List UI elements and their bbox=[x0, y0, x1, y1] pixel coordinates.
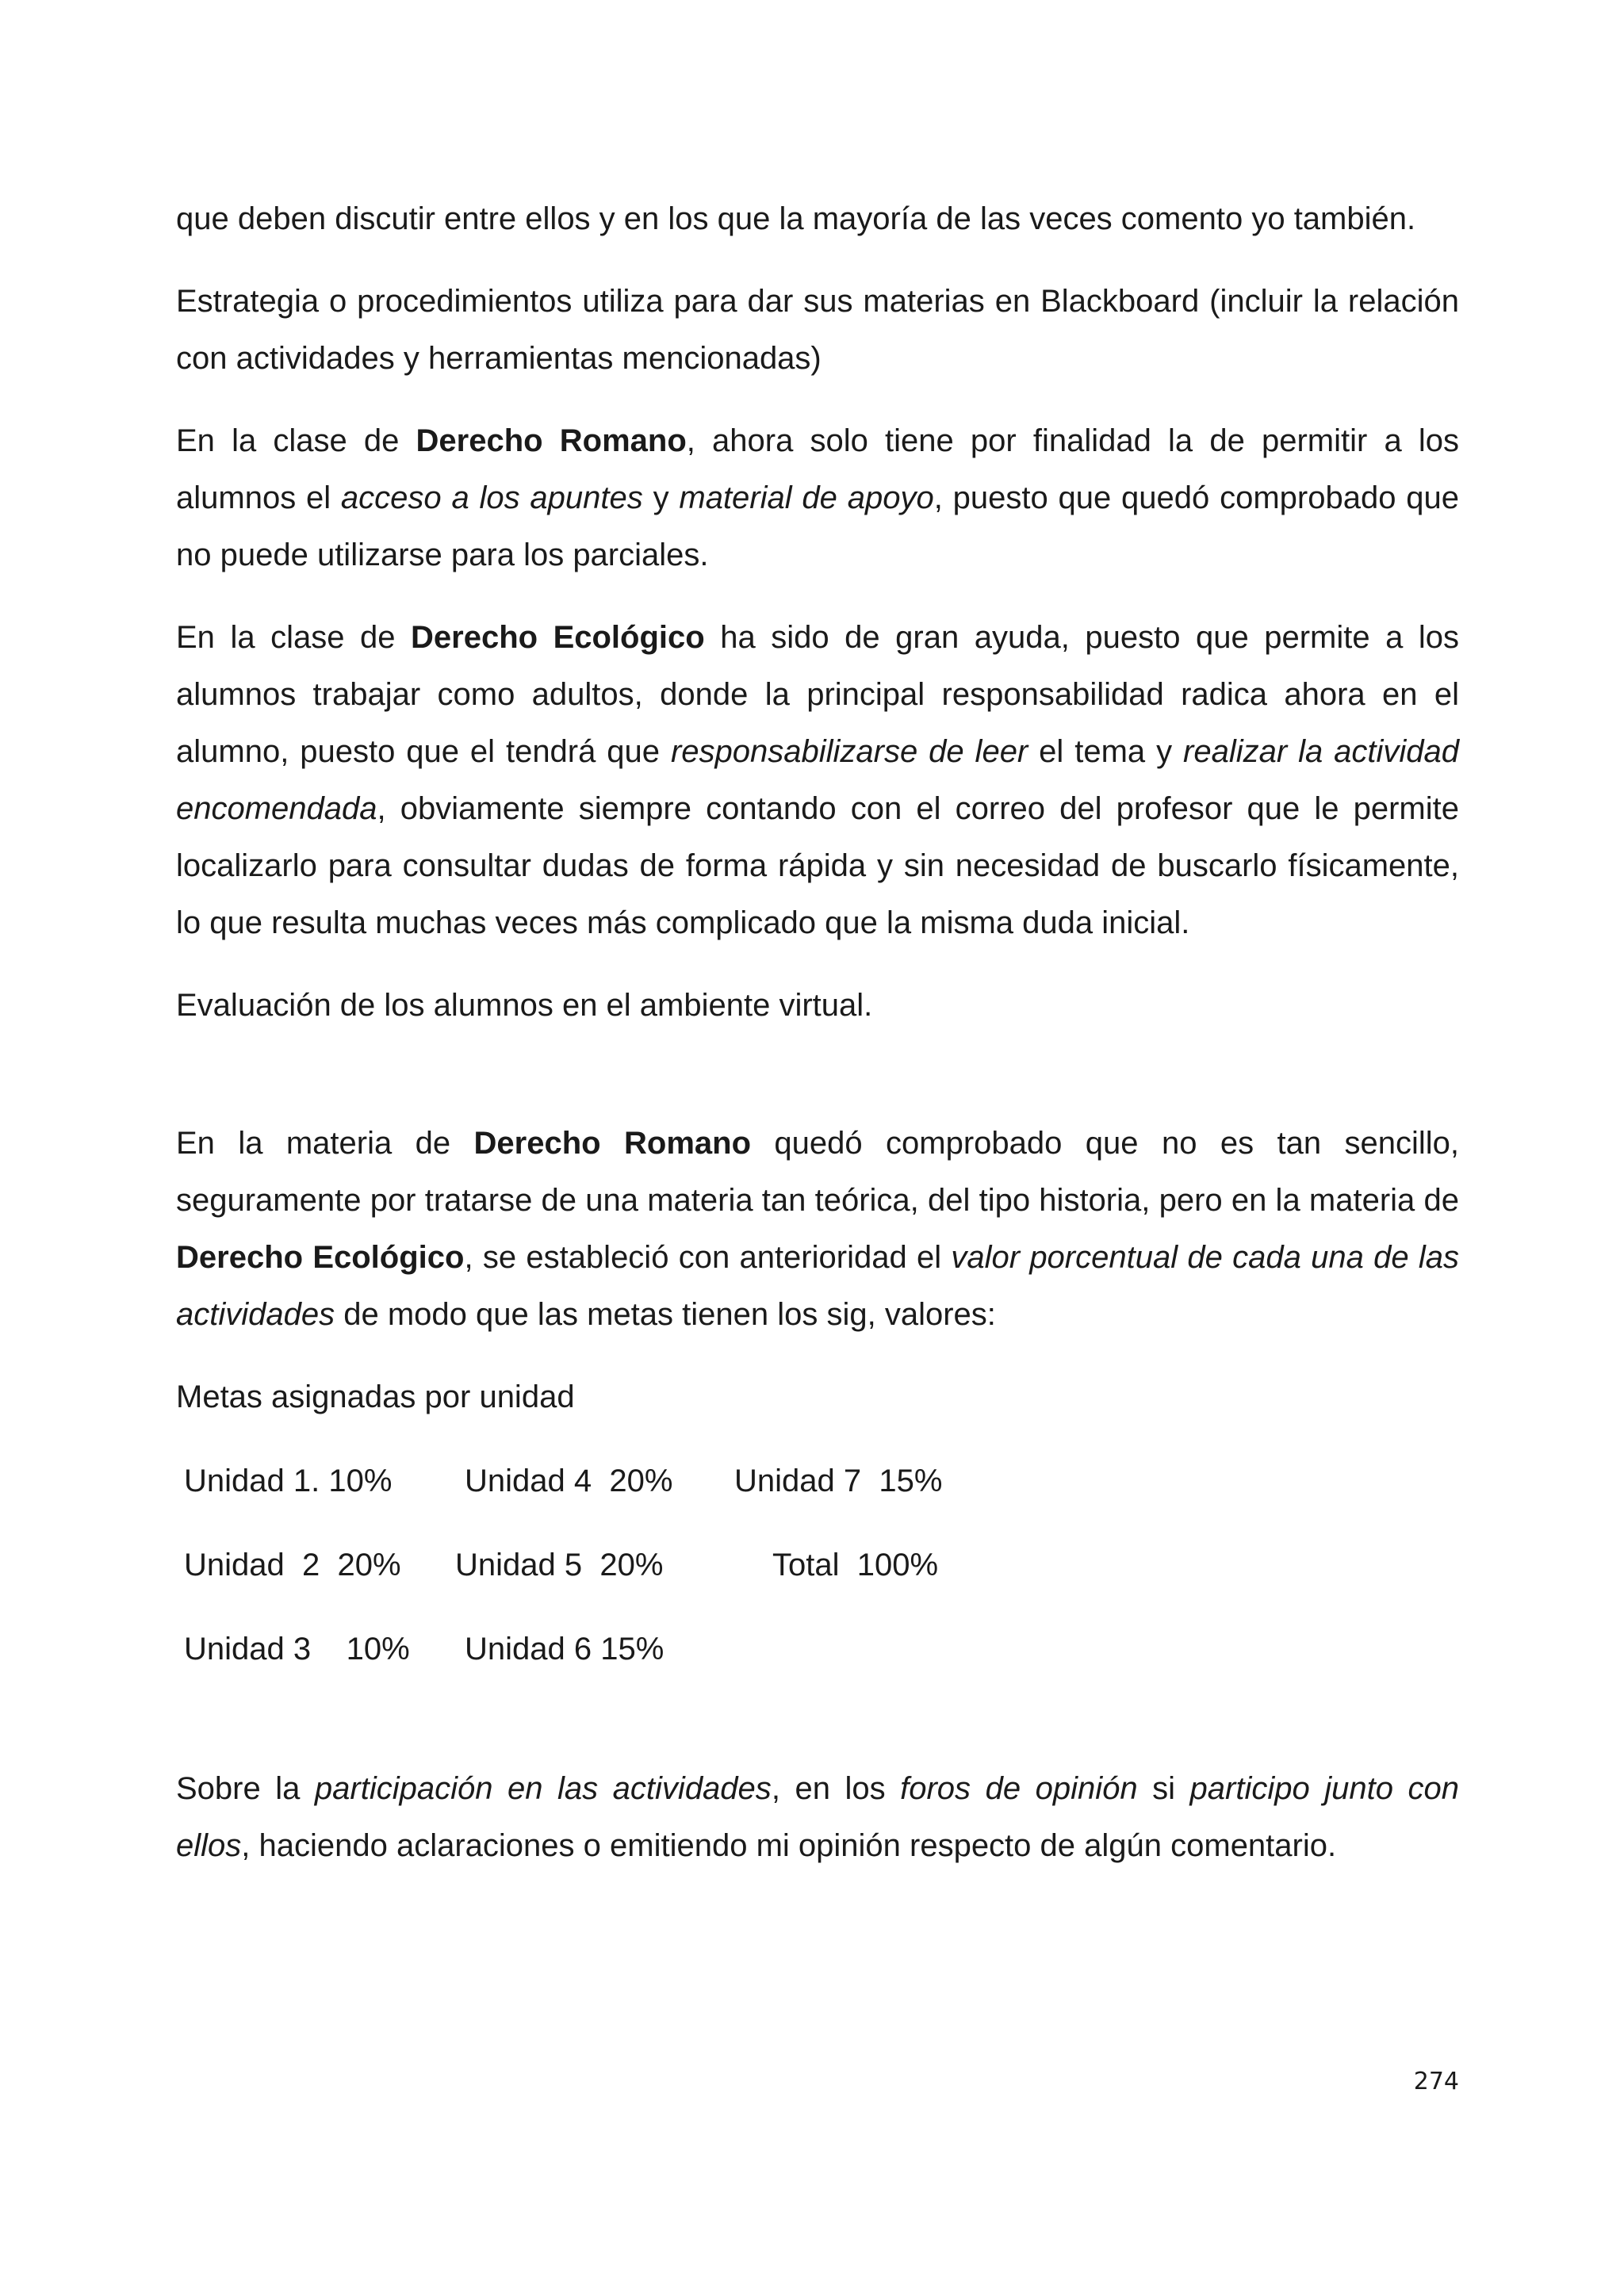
page-content bbox=[176, 190, 1459, 1900]
paragraph-1: que deben discutir entre ellos y en los que la mayoría de las veces comento yo también. bbox=[176, 201, 1416, 236]
meta-unidad-2: Unidad 2 20% bbox=[184, 1548, 401, 1582]
meta-unidad-5: Unidad 5 20% bbox=[455, 1548, 664, 1582]
paragraph-evaluation-heading: Evaluación de los alumnos en el ambiente virtual. bbox=[176, 988, 873, 1023]
paragraph-evaluation-materias: En la materia de Derecho Romano quedó comprobado que no es tan sencillo, seguramente por tratarse de una materia tan teórica, del tipo historia, pero en la materia de Derecho Ecológico, se estableció con anterioridad el valor porcentual de cada una de las actividades de modo que las metas tienen los sig, valores: bbox=[176, 1126, 1460, 1332]
spacer bbox=[176, 1059, 1459, 1115]
metas-row-1 bbox=[176, 1452, 1459, 1510]
metas-row-3 bbox=[176, 1621, 1459, 1678]
paragraph-derecho-romano-class: En la clase de Derecho Romano, ahora solo tiene por finalidad la de permitir a los alumnos el acceso a los apuntes y material de apoyo, puesto que quedó comprobado que no puede utilizarse para los parciales. bbox=[176, 423, 1459, 572]
paragraph-strategy-question: Estrategia o procedimientos utiliza para dar sus materias en Blackboard (incluir la relación con actividades y herramientas mencionadas) bbox=[176, 284, 1459, 376]
spacer bbox=[176, 1705, 1459, 1760]
paragraph-participation: Sobre la participación en las actividades, en los foros de opinión si participo junto con ellos, haciendo aclaraciones o emitiendo mi opinión respecto de algún comentario. bbox=[176, 1771, 1459, 1863]
paragraph-derecho-ecologico-class: En la clase de Derecho Ecológico ha sido de gran ayuda, puesto que permite a los alumnos trabajar como adultos, donde la principal responsabilidad radica ahora en el alumno, puesto que el tendrá que responsabilizarse de leer el tema y realizar la actividad encomendada, obviamente siempre contando con el correo del profesor que le permite localizarlo para consultar dudas de forma rápida y sin necesidad de buscarlo físicamente, lo que resulta muchas veces más complicado que la misma duda inicial. bbox=[176, 620, 1460, 940]
meta-unidad-7: Unidad 7 15% bbox=[734, 1464, 943, 1498]
metas-title: Metas asignadas por unidad bbox=[176, 1380, 575, 1414]
meta-unidad-6: Unidad 6 15% bbox=[465, 1632, 665, 1667]
meta-unidad-4: Unidad 4 20% bbox=[465, 1464, 673, 1498]
meta-unidad-3: Unidad 3 10% bbox=[184, 1632, 410, 1667]
page-number: 274 bbox=[1413, 2068, 1459, 2095]
meta-total: Total 100% bbox=[772, 1548, 939, 1582]
bold-derecho-romano: Derecho Romano bbox=[416, 423, 687, 458]
metas-row-2 bbox=[176, 1536, 1459, 1594]
meta-unidad-1: Unidad 1. 10% bbox=[184, 1464, 393, 1498]
bold-derecho-ecologico: Derecho Ecológico bbox=[411, 620, 705, 655]
